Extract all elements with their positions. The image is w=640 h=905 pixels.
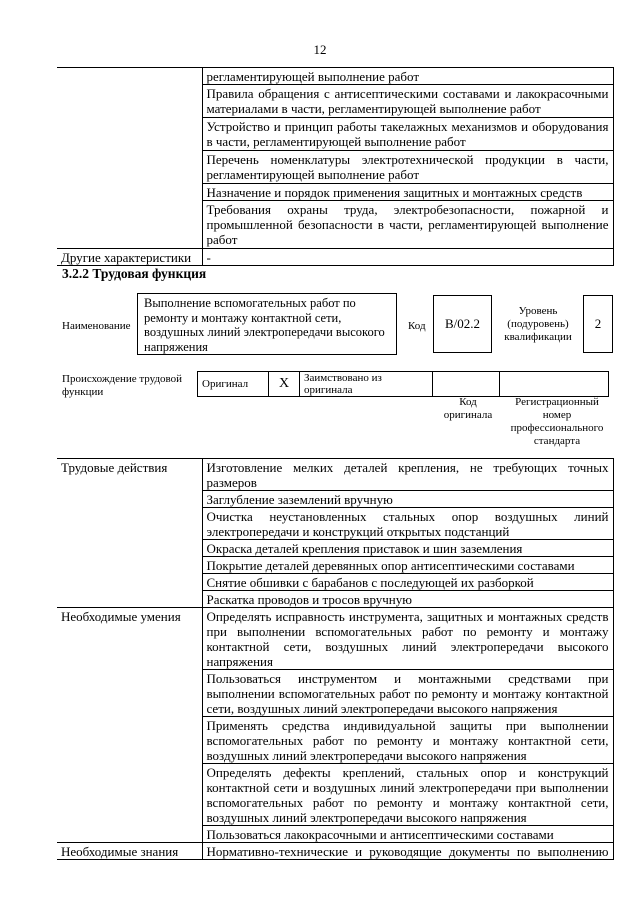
top-table-label-empty xyxy=(57,68,202,249)
level-value: 2 xyxy=(594,316,602,331)
original-label: Оригинал xyxy=(198,372,269,397)
labor-actions-label: Трудовые действия xyxy=(57,459,202,608)
knowledge-item: Нормативно-технические и руководящие документы по выполнению xyxy=(202,843,613,860)
top-table-item: Назначение и порядок применения защитных и монтажных средств xyxy=(202,184,613,201)
page-number: 12 xyxy=(313,42,327,57)
name-label: Наименование xyxy=(62,320,131,332)
labor-action-item: Покрытие деталей деревянных опор антисептическими составами xyxy=(202,557,613,574)
code-label: Код xyxy=(408,320,426,332)
borrowed-label: Заимствовано из оригинала xyxy=(300,372,433,397)
labor-action-item: Заглубление заземлений вручную xyxy=(202,491,613,508)
origin-label: Происхождение трудовой функции xyxy=(62,373,183,398)
top-table-item: регламентирующей выполнение работ xyxy=(202,68,613,85)
code-box xyxy=(433,295,492,353)
required-knowledge-label: Необходимые знания xyxy=(57,843,202,860)
origin-code-cell xyxy=(433,372,500,397)
labor-action-item: Очистка неустановленных стальных опор воздушных линий электропередачи и конструкций открытых подстанций xyxy=(202,508,613,540)
function-name-box xyxy=(137,293,397,355)
top-table-item: Устройство и принцип работы такелажных механизмов и оборудования в части, регламентирующей выполнение работ xyxy=(202,118,613,151)
code-value: B/02.2 xyxy=(444,316,481,331)
skill-item: Применять средства индивидуальной защиты при выполнении вспомогательных работ по ремонту и монтажу контактной сети, воздушных линий электропередачи высокого напряжения xyxy=(202,717,613,764)
section-title: 3.2.2 Трудовая функция xyxy=(62,266,207,281)
skill-item: Определять дефекты креплений, стальных опор и конструкций контактной сети и воздушных линий электропередачи при выполнении вспомогательных работ по ремонту и монтажу контактной сети, воздушных линий электропередачи высокого напряжения xyxy=(202,764,613,826)
original-mark: X xyxy=(269,372,300,397)
skill-item: Пользоваться лакокрасочными и антисептическими составами xyxy=(202,826,613,843)
origin-table xyxy=(197,371,609,397)
labor-action-item: Изготовление мелких деталей крепления, не требующих точных размеров xyxy=(202,459,613,491)
other-characteristics-value: - xyxy=(202,249,613,266)
skill-item: Определять исправность инструмента, защитных и монтажных средств при выполнении вспомогательных работ по ремонту и монтажу контактной сети, воздушных линий электропередачи высокого напряжения xyxy=(202,608,613,670)
labor-action-item: Раскатка проводов и тросов вручную xyxy=(202,591,613,608)
top-table xyxy=(57,67,614,266)
skill-item: Пользоваться инструментом и монтажными средствами при выполнении вспомогательных работ по ремонту и монтажу контактной сети, воздушных линий электропередачи высокого напряжения xyxy=(202,670,613,717)
top-table-item: Правила обращения с антисептическими составами и лакокрасочными материалами в части, регламентирующей выполнение работ xyxy=(202,85,613,118)
labor-action-item: Снятие обшивки с барабанов с последующей их разборкой xyxy=(202,574,613,591)
labor-action-item: Окраска деталей крепления приставок и шин заземления xyxy=(202,540,613,557)
reg-number-caption: Регистрационный номер профессионального стандарта xyxy=(510,396,604,447)
top-table-item: Требования охраны труда, электробезопасности, пожарной и промышленной безопасности в части, регламентирующей выполнение работ xyxy=(202,201,613,249)
top-table-item: Перечень номенклатуры электротехнической продукции в части, регламентирующей выполнение работ xyxy=(202,151,613,184)
other-characteristics-label: Другие характеристики xyxy=(57,249,202,266)
qualification-level-label: Уровень (подуровень) квалификации xyxy=(504,305,572,343)
code-original-caption: Код оригинала xyxy=(443,396,493,421)
origin-reg-cell xyxy=(500,372,609,397)
required-skills-label: Необходимые умения xyxy=(57,608,202,843)
main-table xyxy=(57,458,614,860)
function-name-value: Выполнение вспомогательных работ по ремонту и монтажу контактной сети, воздушных линий электропередачи высокого напряжения xyxy=(144,296,385,354)
level-box xyxy=(583,295,613,353)
